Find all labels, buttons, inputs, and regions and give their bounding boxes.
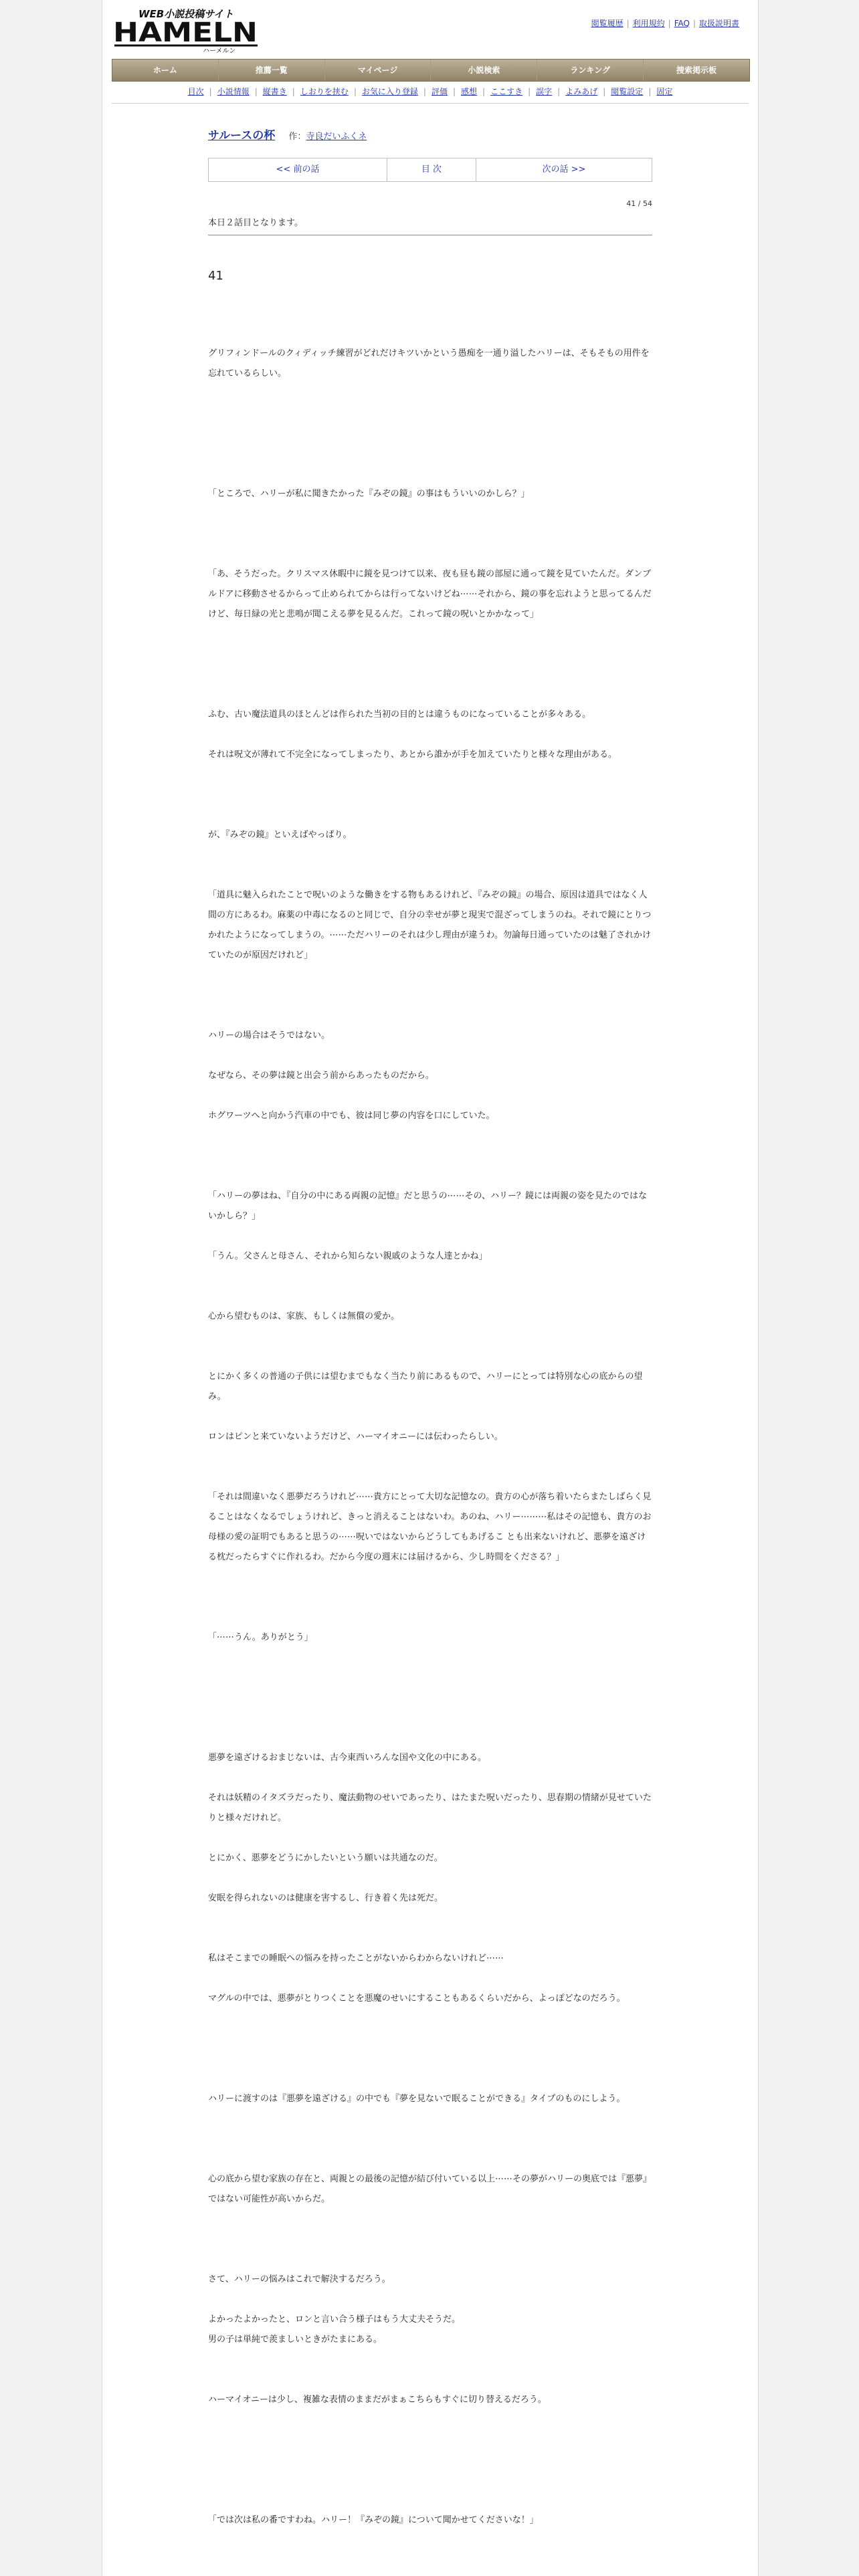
paragraph: 悪夢を遠ざけるおまじないは、古今東西いろんな国や文化の中にある。 <box>208 1753 487 1763</box>
separator: | <box>692 19 696 28</box>
subnav-typo[interactable]: 誤字 <box>536 87 553 96</box>
paragraph: グリフィンドールのクィディッチ練習がどれだけキツいかという愚痴を一通り溢したハリーは、そもそもの用件を忘れているらしい。 <box>208 348 650 379</box>
nav-search-board[interactable]: 捜索掲示板 <box>676 66 717 75</box>
page-count: 41 / 54 <box>626 199 652 208</box>
subnav-kokosuki[interactable]: ここすき <box>490 87 523 96</box>
novel-title[interactable]: サルースの杯 <box>208 129 276 142</box>
paragraph: 「⋯⋯うん。ありがとう」 <box>208 1632 313 1642</box>
separator: | <box>626 19 630 28</box>
paragraph: マグルの中では、悪夢がとりつくことを悪魔のせいにすることもあるくらいだから、よっぽどなのだろう。 <box>208 1994 626 2004</box>
paragraph: 安眠を得られないのは健康を害するし、行き着く先は死だ。 <box>208 1893 444 1903</box>
paragraph: ホグワーツへと向かう汽車の中でも、彼は同じ夢の内容を口にしていた。 <box>208 1111 495 1121</box>
paragraph: 「道具に魅入られたことで呪いのような働きをする物もあるけれど、『みぞの鏡』の場合、原因は道具ではなく人間の方にあるわ。麻薬の中毒になるのと同じで、自分の幸せが夢と現実で混ざってしまうのね。それで鏡にとりつかれたようになってしまうの。⋯⋯ただハリーのそれは少し理由が違うわ。勿論毎日通っていたのは魅了されかけていたのが原因だけれど」 <box>208 890 652 960</box>
paragraph: ふむ、古い魔法道具のほとんどは作られた当初の目的とは違うものになっていることが多々ある。 <box>208 710 591 720</box>
paragraph: とにかく、悪夢をどうにかしたいという願いは共通なのだ。 <box>208 1853 443 1863</box>
separator: | <box>423 87 426 96</box>
nav-recommendations[interactable]: 推薦一覧 <box>219 60 325 81</box>
paragraph: 「あ、そうだった。クリスマス休暇中に鏡を見つけて以来、夜も昼も鏡の部屋に通って鏡を見ていたんだ。ダンブルドアに移動させるからって止められてからは行ってないけどね⋯⋯それから、鏡の事を忘れようと思ってるんだけど、毎日緑の光と悲鳴が聞こえる夢を見るんだ。これって鏡の呪いとかかなって」 <box>208 569 652 619</box>
logo-sub-text: ハーメルン <box>203 47 236 53</box>
paragraph: さて、ハリーの悩みはこれで解決するだろう。 <box>208 2274 391 2284</box>
separator: | <box>528 87 531 96</box>
history-link[interactable]: 閲覧履歴 <box>591 19 624 28</box>
paragraph: ハリーに渡すのは『悪夢を遠ざける』の中でも『夢を見ないで眠ることができる』タイプのものにしよう。 <box>208 2094 626 2104</box>
separator: | <box>482 87 486 96</box>
separator: | <box>254 87 258 96</box>
nav-home[interactable]: ホーム <box>112 60 219 81</box>
separator: | <box>603 87 606 96</box>
paragraph: ハーマイオニーは少し、複雑な表情のままだがまぁこちらもすぐに切り替えるだろう。 <box>208 2395 547 2405</box>
separator: | <box>292 87 295 96</box>
subnav-display-settings[interactable]: 閲覧設定 <box>611 87 644 96</box>
next-chapter-link[interactable]: 次の話 >> <box>542 165 586 175</box>
faq-link[interactable]: FAQ <box>674 19 690 28</box>
subnav-read-aloud[interactable]: よみあげ <box>565 87 598 96</box>
separator: | <box>209 87 212 96</box>
subnav-rating[interactable]: 評価 <box>431 87 448 96</box>
author-label: 作： <box>288 132 306 142</box>
subnav-bookmark[interactable]: しおりを挟む <box>300 87 349 96</box>
paragraph: それは妖精のイタズラだったり、魔法動物のせいであったり、はたまた呪いだったり、思春期の情緒が見せていたりと様々だけれど。 <box>208 1793 652 1823</box>
logo-main-text: HAMELN <box>113 17 258 48</box>
paragraph: 心の底から望む家族の存在と、両親との最後の記憶が結び付いている以上⋯⋯その夢がハリーの奥底では『悪夢』ではない可能性が高いからだ。 <box>208 2174 652 2204</box>
separator: | <box>452 87 456 96</box>
paragraph: 「ハリーの夢はね、『自分の中にある両親の記憶』だと思うの⋯⋯その、ハリー？鏡には両親の姿を見たのではないかしら？」 <box>208 1191 647 1221</box>
separator: | <box>557 87 561 96</box>
site-logo[interactable] <box>112 5 260 53</box>
paragraph: 「ところで、ハリーが私に聞きたかった『みぞの鏡』の事はもういいのかしら？」 <box>208 489 530 499</box>
nav-ranking[interactable]: ランキング <box>537 60 644 81</box>
paragraph: それは呪文が薄れて不完全になってしまったり、あとから誰かが手を加えていたりと様々な理由がある。 <box>208 750 617 760</box>
prev-chapter-link[interactable]: << 前の話 <box>209 158 387 181</box>
subnav-vertical[interactable]: 縦書き <box>262 87 287 96</box>
paragraph: が、『みぞの鏡』といえばやっぱり。 <box>208 830 352 840</box>
novel-sub-nav <box>112 86 749 104</box>
paragraph: よかったよかったと、ロンと言い合う様子はもう大丈夫そうだ。 男の子は単純で羨ましいときがたまにある。 <box>208 2315 461 2345</box>
subnav-comments[interactable]: 感想 <box>461 87 478 96</box>
paragraph: なぜなら、その夢は鏡と出会う前からあったものだから。 <box>208 1071 434 1081</box>
manual-link[interactable]: 取扱説明書 <box>698 19 739 28</box>
separator: | <box>353 87 357 96</box>
subnav-novel-info[interactable]: 小説情報 <box>217 87 250 96</box>
separator: | <box>668 19 671 28</box>
separator: | <box>648 87 652 96</box>
nav-novel-search[interactable]: 小説検索 <box>431 60 537 81</box>
subnav-toc[interactable]: 目次 <box>187 87 204 96</box>
novel-header <box>208 126 367 142</box>
paragraph: ハリーの場合はそうではない。 <box>208 1031 330 1041</box>
global-nav <box>112 59 750 82</box>
subnav-favorite[interactable]: お気に入り登録 <box>361 87 418 96</box>
paragraph: 心から望むものは、家族、もしくは無償の愛か。 <box>208 1311 400 1321</box>
chapter-nav <box>208 158 652 182</box>
nav-mypage[interactable]: マイページ <box>325 60 432 81</box>
chapter-preface: 本日２話目となります。 <box>208 215 652 235</box>
page-container <box>102 0 759 2576</box>
paragraph: 「それは間違いなく悪夢だろうけれど⋯⋯貴方にとって大切な記憶なの。貴方の心が落ち着いたらまたしばらく見ることはなくなるでしょうけれど、きっと消えることはないわ。あのね、ハリー⋯⋯⋯私はその記憶も、貴方のお母様の愛の証明でもあると思うの⋯⋯呪いではないからどうしてもあげるこ とも出来ないけれど、悪夢を遠ざける枕だったらすぐに作れるわ。だから今度の週末には届けるから、少し時間をくださる？」 <box>208 1492 652 1562</box>
subnav-pin[interactable]: 固定 <box>656 87 673 96</box>
paragraph: 「うん。父さんと母さん、それから知らない親戚のような人達とかね」 <box>208 1251 488 1261</box>
terms-link[interactable]: 利用規約 <box>632 19 665 28</box>
logo-tagline: WEB小説投稿サイト <box>138 8 234 20</box>
top-links <box>591 17 739 29</box>
author-link[interactable]: 寺良だいふくネ <box>306 132 367 142</box>
toc-link[interactable]: 目 次 <box>387 158 476 181</box>
hameln-logo-icon <box>112 5 260 53</box>
paragraph: とにかく多くの普通の子供には望むまでもなく当たり前にあるもので、ハリーにとっては特別な心の底からの望み。 <box>208 1372 643 1402</box>
paragraph: ロンはピンと来ていないようだけど、ハーマイオニーには伝わったらしい。 <box>208 1432 503 1442</box>
paragraph: 私はそこまでの睡眠への悩みを持ったことがないからわからないけれど⋯⋯ <box>208 1953 504 1963</box>
paragraph: 「では次は私の番ですわね。ハリー！『みぞの鏡』について聞かせてくださいな！」 <box>208 2515 539 2525</box>
chapter-number: 41 <box>208 269 223 283</box>
